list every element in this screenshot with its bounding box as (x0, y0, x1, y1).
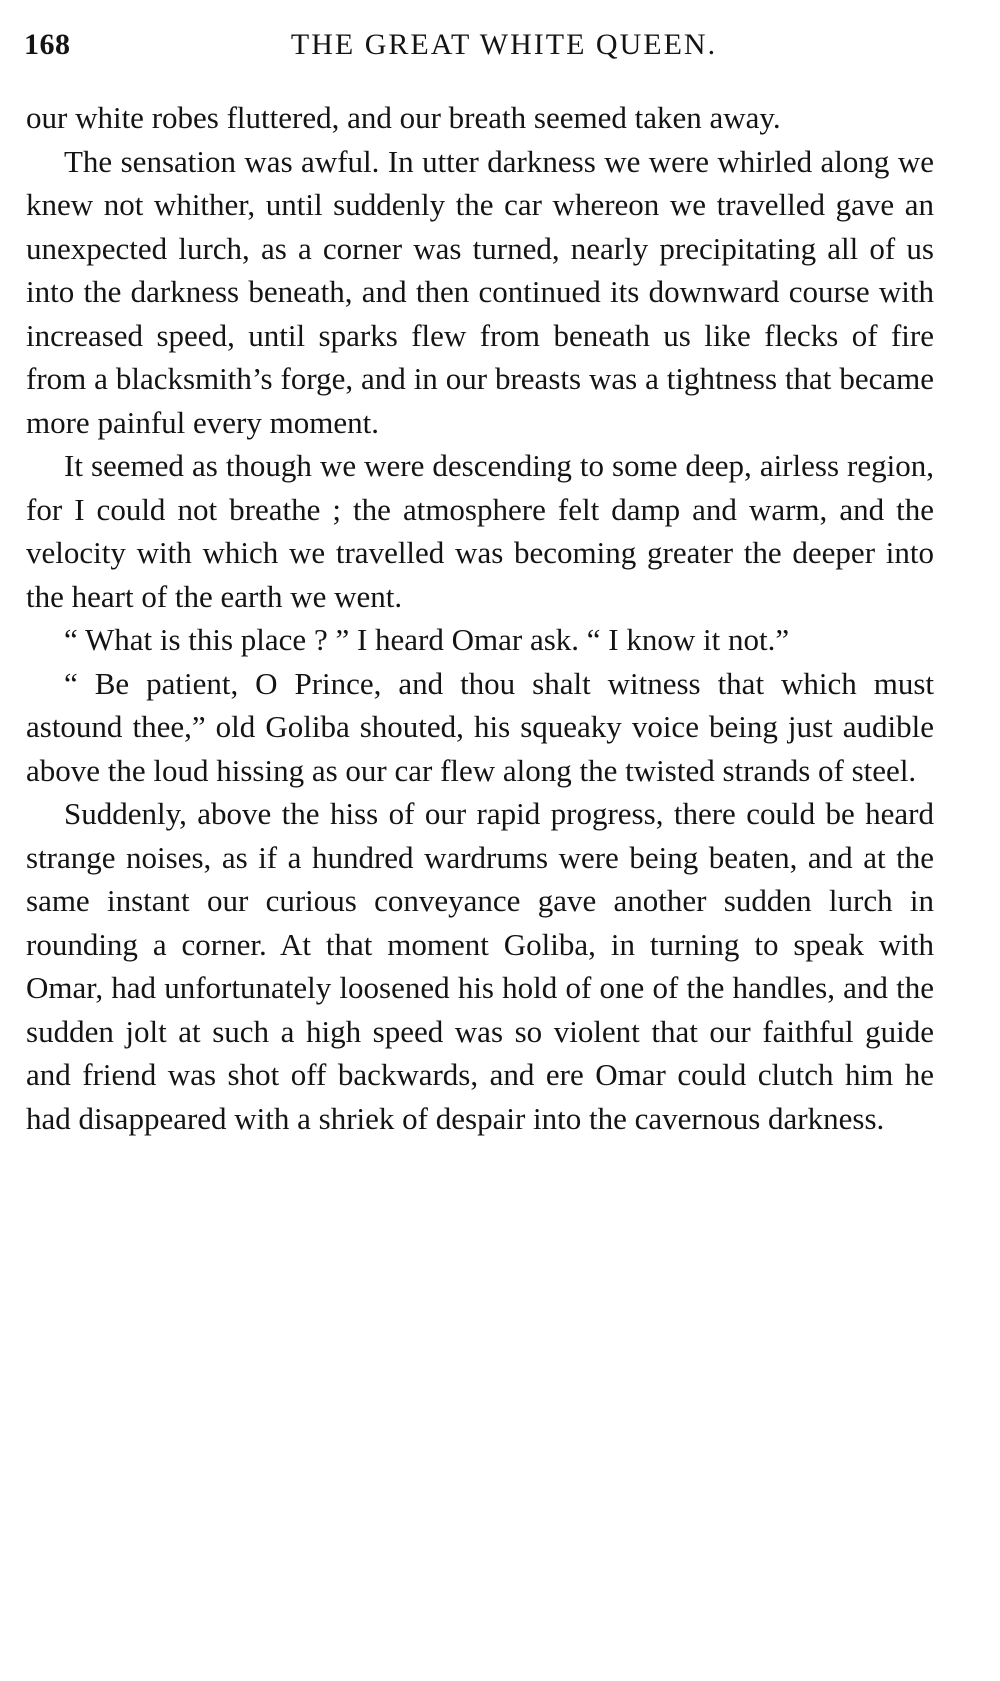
page-number: 168 (24, 28, 71, 61)
running-head (24, 28, 944, 68)
body-text (26, 96, 934, 1140)
paragraph-continued: our white robes fluttered, and our breath seemed taken away. (26, 100, 781, 135)
paragraph-dialogue: “ Be patient, O Prince, and thou shalt witness that which must astound thee,” old Goliba shouted, his squeaky voice being just audible above the loud hissing as our car flew along the twisted strands of steel. (26, 665, 934, 788)
paragraph: Suddenly, above the hiss of our rapid progress, there could be heard strange noises, as if a hundred wardrums were being beaten, and at the same instant our curious conveyance gave another sudden lurch in rounding a corner. At that moment Goliba, in turning to speak with Omar, had unfortunately loosened his hold of one of the handles, and the sudden jolt at such a high speed was so violent that our faithful guide and friend was shot off backwards, and ere Omar could clutch him he had disappeared with a shriek of despair into the cavernous darkness. (26, 796, 934, 1136)
paragraph-dialogue: “ What is this place ? ” I heard Omar ask. “ I know it not.” (64, 622, 790, 657)
paragraph: The sensation was awful. In utter darkness we were whirled along we knew not whither, until suddenly the car whereon we travelled gave an unexpected lurch, as a corner was turned, nearly precipitating all of us into the darkness beneath, and then continued its downward course with increased speed, until sparks flew from beneath us like flecks of fire from a blacksmith’s forge, and in our breasts was a tightness that became more painful every moment. (26, 143, 934, 440)
paragraph: It seemed as though we were descending to some deep, airless region, for I could not breathe ; the atmosphere felt damp and warm, and the velocity with which we travelled was becoming greater the deeper into the heart of the earth we went. (26, 448, 934, 614)
running-title: THE GREAT WHITE QUEEN. (290, 28, 718, 61)
